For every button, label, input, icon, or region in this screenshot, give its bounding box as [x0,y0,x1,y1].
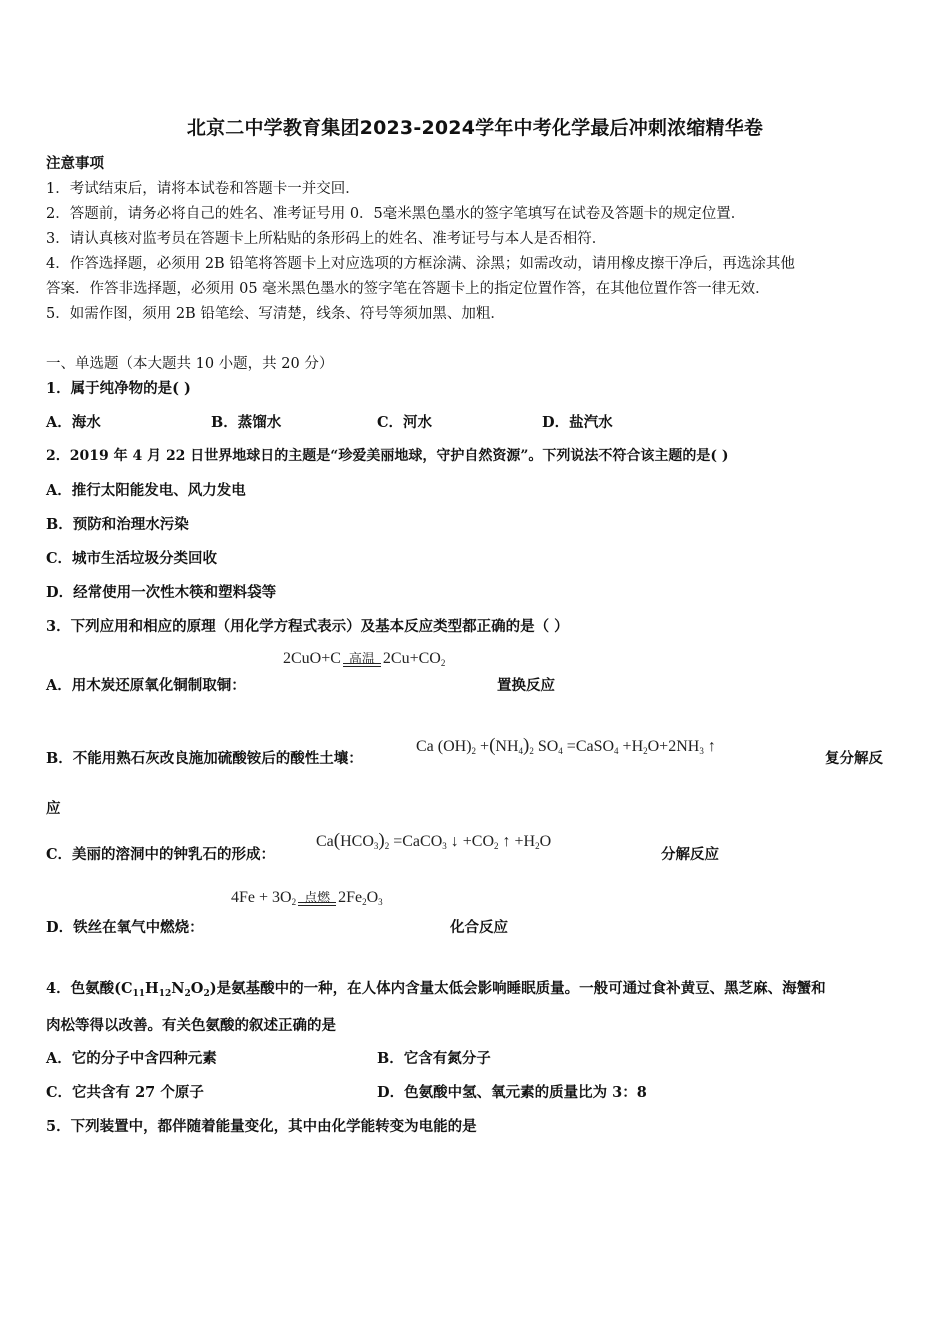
q3-option-a-label: A．用木炭还原氧化铜制取铜： [46,677,246,694]
q4-option-b: B．它含有氮分子 [377,1050,491,1067]
q1-option-a: A．海水 [46,414,101,431]
q4-option-c: C．它共含有 27 个原子 [46,1084,204,1101]
q3-option-a-type: 置换反应 [497,677,555,694]
q3-option-d-type: 化合反应 [450,919,508,936]
question-2-stem: 2．2019 年 4 月 22 日世界地球日的主题是“珍爱美丽地球，守护自然资源”。下列说法不符合该主题的是( ) [46,448,729,464]
q4-option-a: A．它的分子中含四种元素 [46,1050,217,1067]
question-5-stem: 5．下列装置中，都伴随着能量变化，其中由化学能转变为电能的是 [46,1118,477,1135]
notice-item: 2．答题前，请务必将自己的姓名、准考证号用 0．5毫米黑色墨水的签字笔填写在试卷及答题卡的规定位置． [46,206,746,222]
question-4-stem-continued: 肉松等得以改善。有关色氨酸的叙述正确的是 [46,1017,336,1034]
notice-item: 4．作答选择题，必须用 2B 铅笔将答题卡上对应选项的方框涂满、涂黑；如需改动，请用橡皮擦干净后，再选涂其他 [46,256,795,272]
q3-option-b-label: B．不能用熟石灰改良施加硫酸铵后的酸性土壤： [46,750,363,767]
notice-heading: 注意事项 [46,155,104,172]
q1-option-b: B．蒸馏水 [211,414,282,431]
q2-option-a: A．推行太阳能发电、风力发电 [46,482,246,499]
q3-option-b-type-continued: 应 [46,800,61,817]
q3-option-c-equation: $Ca(HCO_3)_2$ =CaCO$_3$ ↓ $+CO_2$ ↑ $+H_2O$ [316,830,552,851]
notice-item: 答案．作答非选择题，必须用 05 毫米黑色墨水的签字笔在答题卡上的指定位置作答，在其他位置作答一律无效． [46,281,770,297]
question-3-stem: 3．下列应用和相应的原理（用化学方程式表示）及基本反应类型都正确的是（ ） [46,618,569,635]
q4-option-d: D．色氨酸中氢、氧元素的质量比为 3：8 [377,1084,647,1101]
question-1-stem: 1．属于纯净物的是( ) [46,380,191,397]
section-heading: 一、单选题（本大题共 10 小题，共 20 分） [46,356,334,372]
notice-item: 5．如需作图，须用 2B 铅笔绘、写清楚，线条、符号等须加黑、加粗． [46,306,505,322]
notice-item: 1．考试结束后，请将本试卷和答题卡一并交回． [46,181,360,197]
q3-option-d-label: D．铁丝在氧气中燃烧： [46,919,204,936]
q2-option-b: B．预防和治理水污染 [46,516,189,533]
q4-stem-prefix: 4．色氨酸 [46,980,115,997]
reaction-condition: 点燃 [304,890,331,905]
q3-option-d-equation: $4Fe + 3O_2$ 点燃 $2Fe_2O_3$ [231,889,383,907]
q1-option-c: C．河水 [377,414,433,431]
reaction-condition: 高温 [348,651,375,666]
q3-option-b-type: 复分解反 [825,750,883,767]
q3-option-a-equation: 2CuO+C 高温 $2Cu+CO_2$ [283,650,446,668]
q3-option-c-label: C．美丽的溶洞中的钟乳石的形成： [46,846,276,863]
q3-option-c-type: 分解反应 [661,846,719,863]
page-title: 北京二中学教育集团2023-2024学年中考化学最后冲刺浓缩精华卷 [186,117,764,139]
notice-item: 3．请认真核对监考员在答题卡上所粘贴的条形码上的姓名、准考证号与本人是否相符． [46,231,607,247]
q3-option-b-equation: Ca $(OH)_2 +(NH_4)_2$ $SO_4$ =CaSO$_4$ $+H_2O+2NH_3$ ↑ [416,735,716,756]
q1-option-d: D．盐汽水 [542,414,613,431]
question-4-stem: 4．色氨酸$(C_{11}H_{12}N_2O_2)$是氨基酸中的一种，在人体内含量太低会影响睡眠质量。一般可通过食补黄豆、黑芝麻、海蟹和 [46,980,826,999]
q2-option-d: D．经常使用一次性木筷和塑料袋等 [46,584,277,601]
q2-option-c: C．城市生活垃圾分类回收 [46,550,218,567]
q4-stem-text: 是氨基酸中的一种，在人体内含量太低会影响睡眠质量。一般可通过食补黄豆、黑芝麻、海蟹和 [216,980,826,997]
